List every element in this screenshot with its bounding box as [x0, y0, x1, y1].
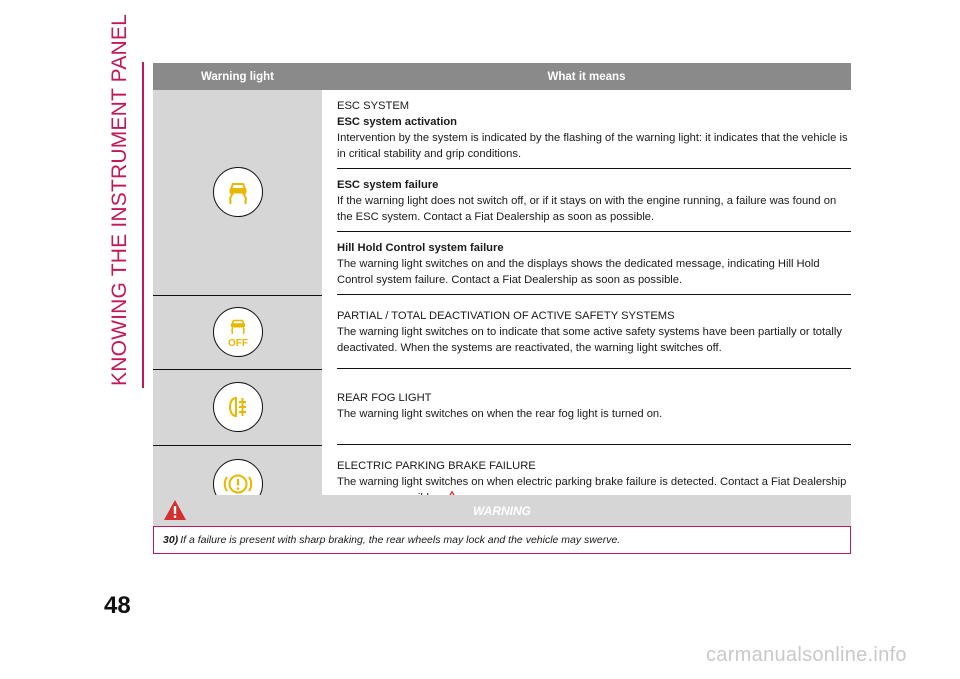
- block-caption: PARTIAL / TOTAL DEACTIVATION OF ACTIVE SAFETY SYSTEMS: [337, 310, 675, 322]
- meaning-block: [337, 90, 851, 169]
- block-text: The warning light switches on when the rear fog light is turned on.: [337, 408, 663, 420]
- meaning-block: [337, 169, 851, 232]
- warning-bar: [153, 495, 851, 526]
- block-caption: REAR FOG LIGHT: [337, 392, 432, 404]
- block-text: Intervention by the system is indicated by the flashing of the warning light: it indicates that the vehicle is in critical stability and grip conditions.: [337, 132, 848, 160]
- section-divider: [142, 62, 144, 388]
- footer-watermark: carmanualsonline.info: [706, 644, 907, 666]
- meaning-cell: [322, 90, 851, 295]
- warning-box: [153, 495, 851, 563]
- warning-triangle-icon: [163, 499, 187, 521]
- warning-note-text: If a failure is present with sharp braking, the rear wheels may lock and the vehicle may swerve.: [180, 534, 621, 546]
- block-heading: ESC system activation: [337, 116, 458, 128]
- block-text: The warning light switches on to indicate that some active safety systems have been partially or totally deactivated. When the systems are reactivated, the warning light switches off.: [337, 326, 842, 354]
- warning-lights-table: [153, 63, 851, 524]
- block-text: The warning light switches on when electric parking brake failure is detected. Contact a Fiat Dealership: [337, 476, 847, 488]
- warning-note-number: 30): [163, 534, 179, 546]
- block-text: If the warning light does not switch off, or if it stays on with the engine running, a failure was found on the ESC system. Contact a Fiat Dealership as soon as possible.: [337, 195, 837, 223]
- meaning-block: [337, 232, 851, 295]
- block-heading: ESC system failure: [337, 179, 439, 191]
- table-header-row: [153, 63, 851, 90]
- header-what-it-means: What it means: [322, 63, 851, 90]
- meaning-block: [337, 295, 851, 369]
- icon-cell: [153, 295, 322, 369]
- meaning-cell: [322, 369, 851, 445]
- esc-off-label: OFF: [227, 338, 248, 349]
- icon-cell: [153, 90, 322, 295]
- meaning-block: [337, 369, 851, 445]
- warning-note: [153, 526, 851, 554]
- rear-fog-light-icon: [213, 382, 263, 432]
- section-title: KNOWING THE INSTRUMENT PANEL: [108, 14, 131, 386]
- esc-skid-icon: [213, 167, 263, 217]
- icon-cell: [153, 369, 322, 445]
- block-heading: Hill Hold Control system failure: [337, 242, 504, 254]
- table-row: [153, 295, 851, 369]
- esc-off-icon: [213, 307, 263, 357]
- table-row: [153, 369, 851, 445]
- page-number: 48: [104, 592, 131, 619]
- table-row: [153, 90, 851, 295]
- meaning-cell: [322, 295, 851, 369]
- block-text: The warning light switches on and the displays shows the dedicated message, indicating Hill Hold Control system failure. Contact a Fiat Dealership as soon as possible.: [337, 258, 820, 286]
- header-warning-light: Warning light: [153, 63, 322, 90]
- block-caption: ELECTRIC PARKING BRAKE FAILURE: [337, 460, 536, 472]
- warning-title: WARNING: [473, 503, 531, 518]
- block-caption: ESC SYSTEM: [337, 100, 410, 112]
